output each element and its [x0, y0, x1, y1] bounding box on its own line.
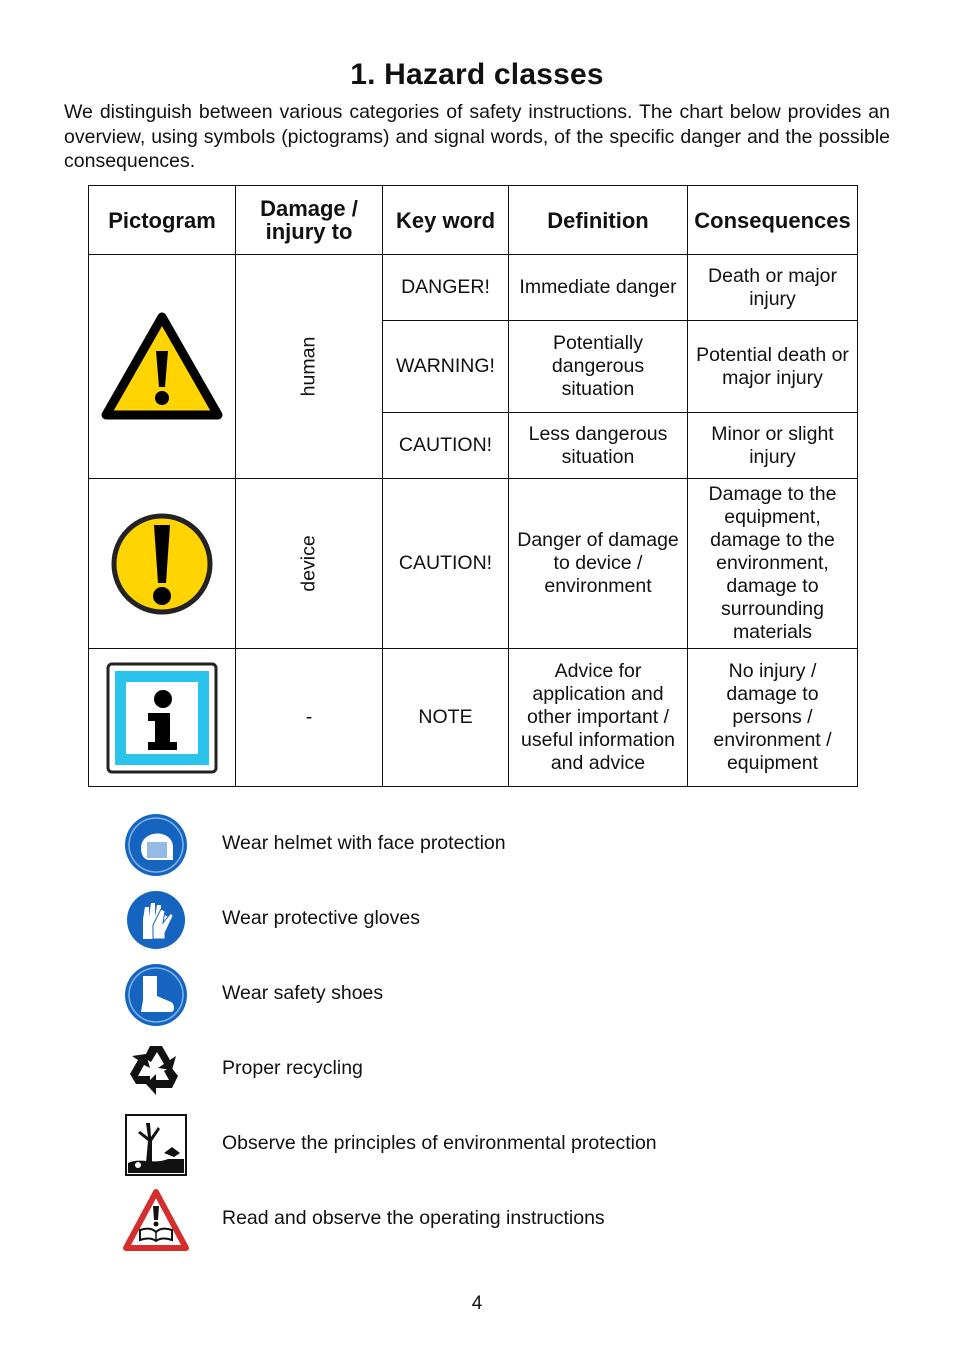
header-definition: Definition	[509, 186, 688, 255]
recycling-icon	[124, 1038, 188, 1102]
list-item	[120, 1110, 820, 1180]
environment-icon	[124, 1113, 188, 1177]
symbol-label: Proper recycling	[222, 1057, 363, 1079]
definition-cell: Immediate danger	[509, 255, 688, 321]
pictogram-cell	[89, 479, 236, 649]
damage-target-human: human	[297, 336, 320, 397]
list-item	[120, 1185, 820, 1255]
consequence-cell: Minor or slight injury	[688, 413, 858, 479]
keyword-cell: CAUTION!	[383, 479, 509, 649]
list-item	[120, 810, 820, 880]
read-instructions-icon	[122, 1188, 190, 1252]
list-item	[120, 885, 820, 955]
symbol-label: Read and observe the operating instructions	[222, 1207, 605, 1229]
hazard-classes-table	[88, 185, 858, 787]
info-icon	[106, 662, 218, 774]
helmet-face-protection-icon	[123, 812, 189, 878]
consequence-cell: No injury / damage to persons / environment / equipment	[688, 649, 858, 787]
pictogram-cell	[89, 649, 236, 787]
keyword-cell: CAUTION!	[383, 413, 509, 479]
list-item	[120, 960, 820, 1030]
header-damage: Damage / injury to	[236, 186, 383, 255]
consequence-cell: Potential death or major injury	[688, 321, 858, 413]
keyword-cell: NOTE	[383, 649, 509, 787]
definition-cell: Potentially dangerous situation	[509, 321, 688, 413]
table-row	[89, 649, 858, 787]
header-pictogram: Pictogram	[89, 186, 236, 255]
damage-target-device: device	[297, 535, 320, 592]
definition-cell: Danger of damage to device / environment	[509, 479, 688, 649]
consequence-cell: Damage to the equipment, damage to the environment, damage to surrounding materials	[688, 479, 858, 649]
header-consequences: Consequences	[688, 186, 858, 255]
consequence-cell: Death or major injury	[688, 255, 858, 321]
definition-cell: Less dangerous situation	[509, 413, 688, 479]
keyword-cell: WARNING!	[383, 321, 509, 413]
symbol-label: Wear safety shoes	[222, 982, 384, 1004]
damage-target-cell	[236, 479, 383, 649]
table-header-row	[89, 186, 858, 255]
list-item	[120, 1035, 820, 1105]
table-row	[89, 255, 858, 321]
page-title: 1. Hazard classes	[350, 58, 604, 91]
page-number: 4	[471, 1293, 483, 1314]
warning-triangle-icon	[100, 311, 224, 423]
intro-paragraph: We distinguish between various categories of safety instructions. The chart below provides an overview, using symbols (pictograms) and signal words, of the specific danger and the possible consequences.	[64, 101, 890, 172]
symbol-label: Wear helmet with face protection	[222, 832, 506, 854]
damage-target-cell: -	[236, 649, 383, 787]
symbol-label: Wear protective gloves	[222, 907, 420, 929]
definition-cell: Advice for application and other important / useful information and advice	[509, 649, 688, 787]
safety-shoes-icon	[123, 962, 189, 1028]
exclamation-circle-icon	[108, 511, 216, 617]
symbol-label: Observe the principles of environmental protection	[222, 1132, 657, 1154]
protective-gloves-icon	[125, 889, 187, 951]
keyword-cell: DANGER!	[383, 255, 509, 321]
header-keyword: Key word	[383, 186, 509, 255]
table-row	[89, 479, 858, 649]
pictogram-cell	[89, 255, 236, 479]
damage-target-cell	[236, 255, 383, 479]
